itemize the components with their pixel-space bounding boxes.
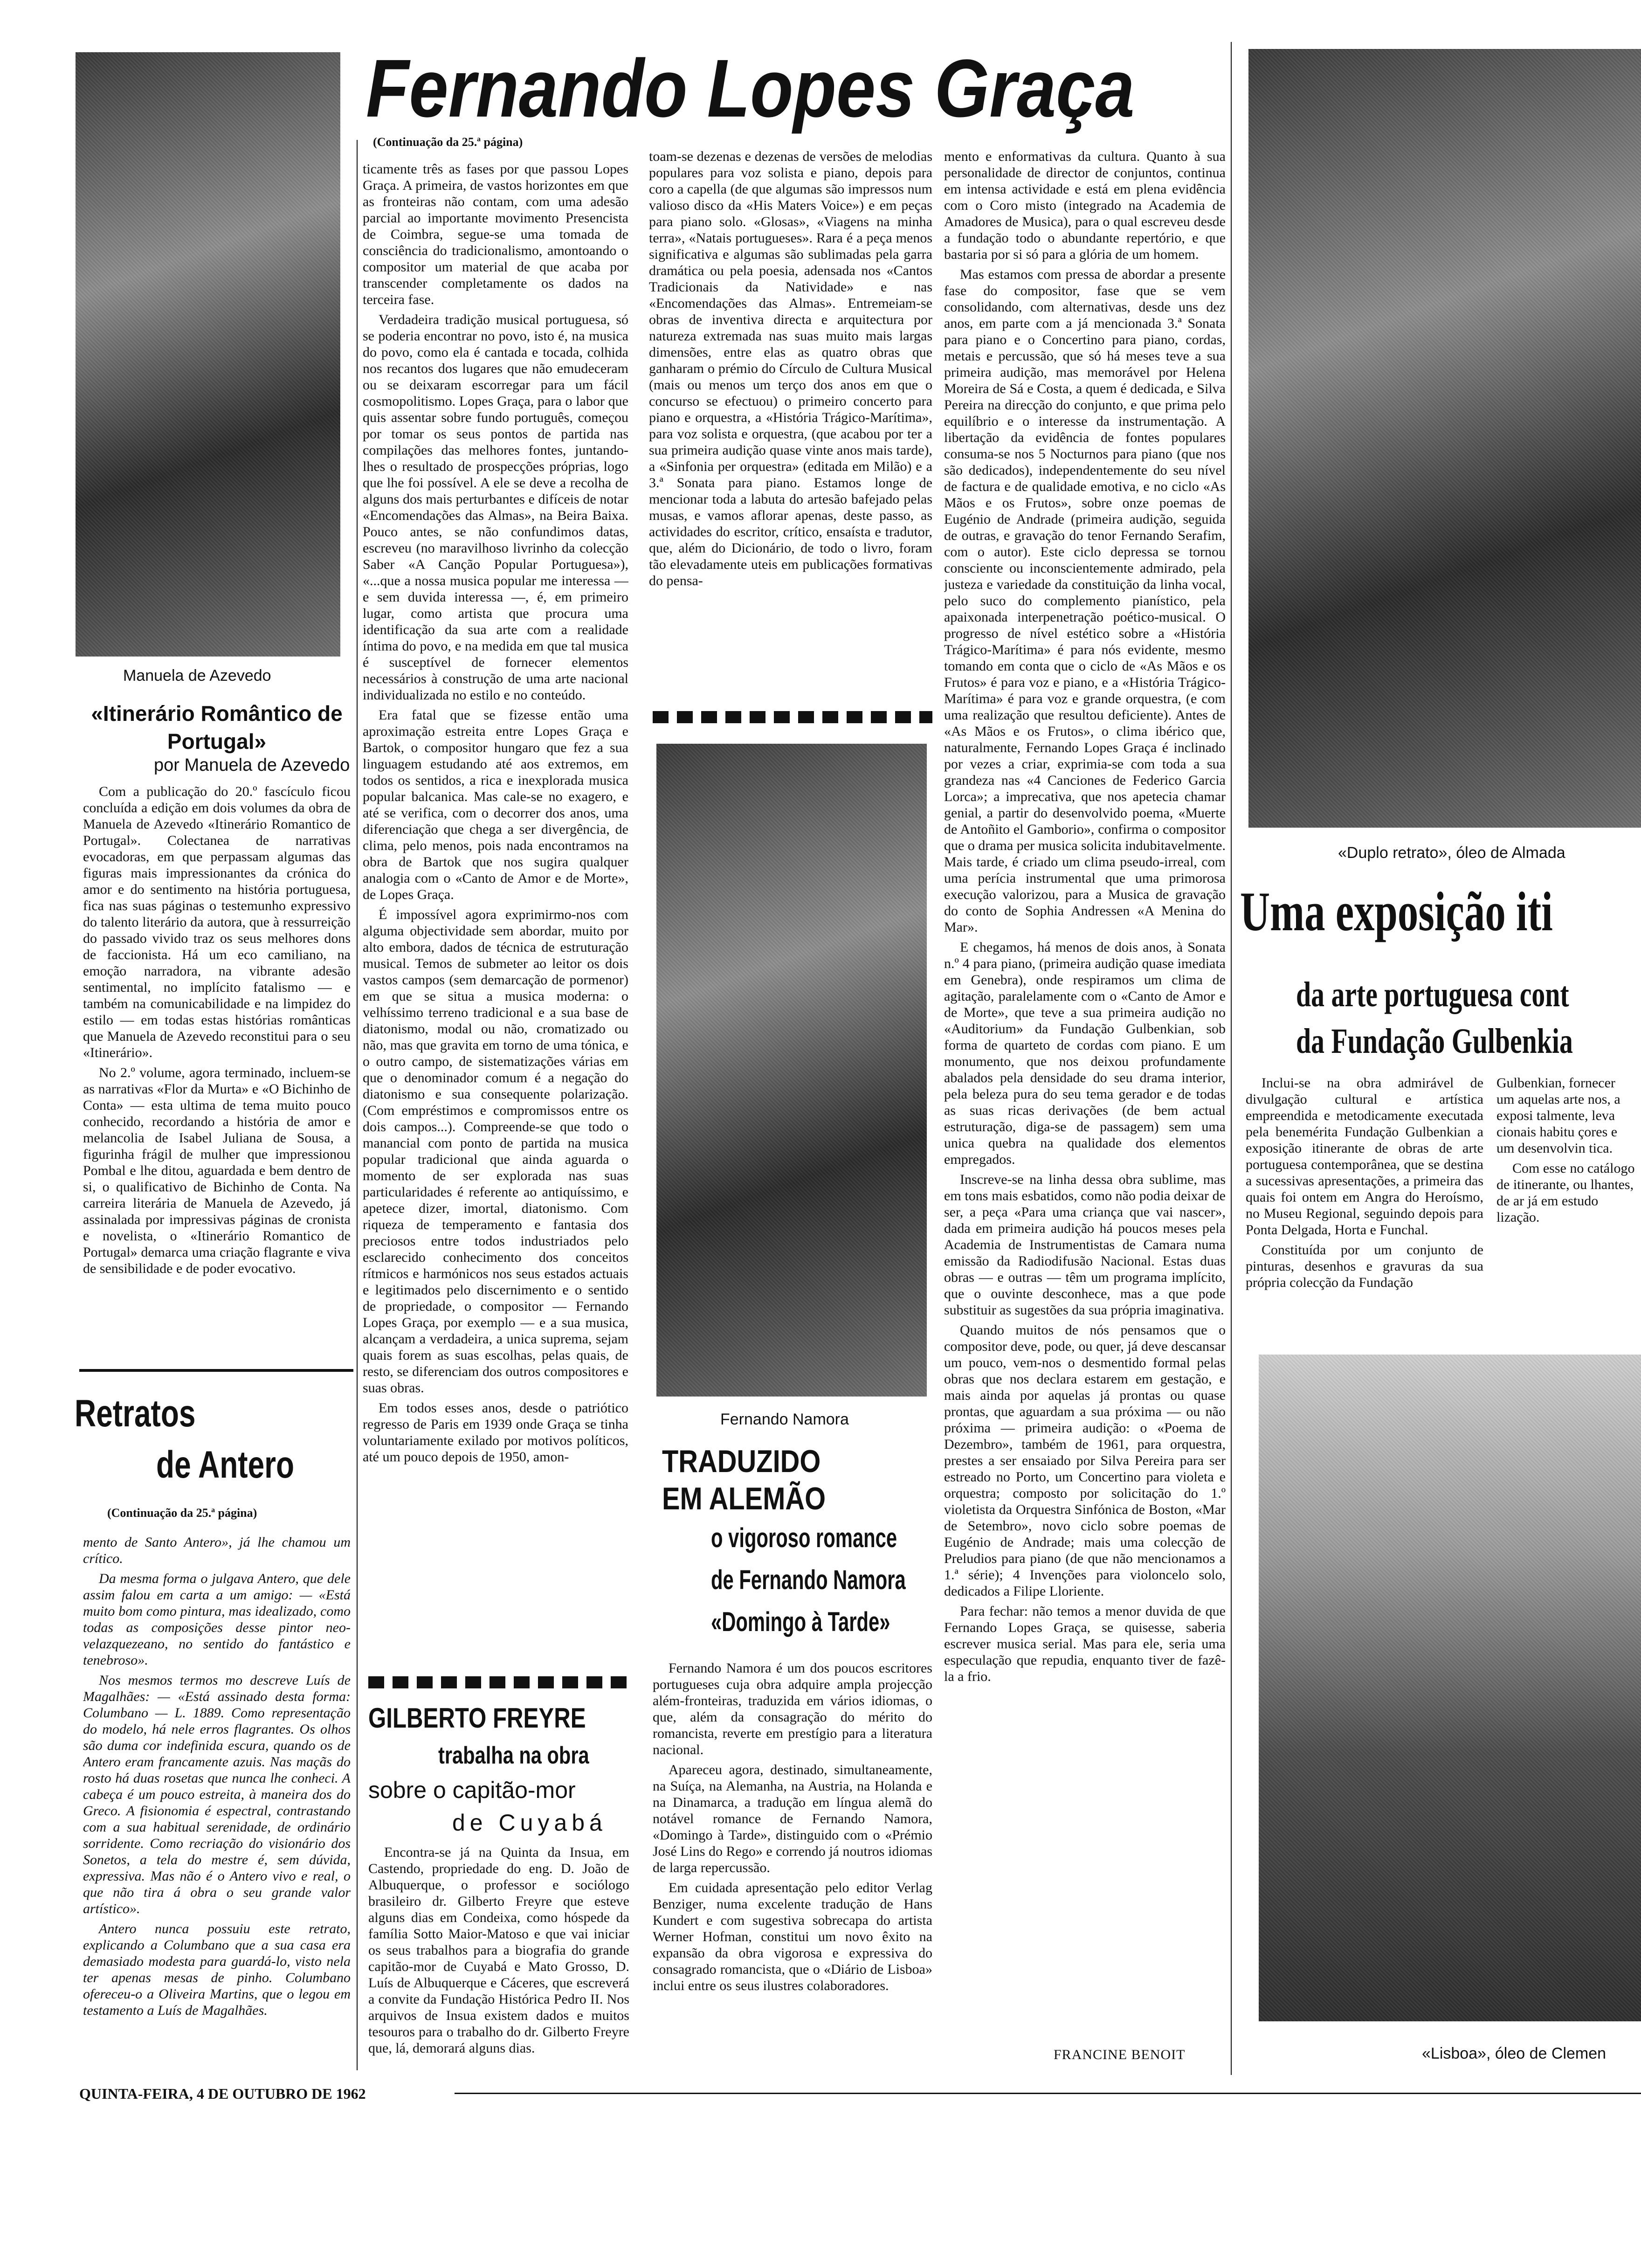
namora-photo-caption: Fernando Namora [720, 1411, 849, 1428]
itinerario-paragraph: Com a publicação do 20.º fascículo ficou concluída a edição em dois volumes da obra de Manuela de Azevedo «Itinerário Romantico de Portugal». Colectanea de narrativas evocadoras, em que perpassam algumas das figuras mais impressionantes da crónica do amor e do sentimento na história portuguesa, fica nas suas páginas o testemunho expressivo do talento literário da autora, que à ressurreição do passado vivido traz os seus melhores dons de faccionista. Há um eco camiliano, na emoção narradora, na vibrante adesão sentimental, no implícito fatalismo — e também na comunicabilidade e na limpidez do estilo — em todas estas histórias românticas que Manuela de Azevedo reconstitui para o seu «Itinerário». [83, 784, 351, 1060]
expo-paragraph: Constituída por um conjunto de pinturas, desenhos e gravuras da sua própria colecção da Fundação [1246, 1242, 1483, 1290]
main-paragraph: toam-se dezenas e dezenas de versões de melodias populares para voz solista e piano, depois para coro a capella (de que algumas são impressos num valioso disco da «His Maters Voice») e em peças para piano solo. «Glosas», «Viagens na minha terra», «Natais portugueses». Rara é a peça menos significativa e algumas são sublimadas pela garra dramática ou pela poesia, adensada nos «Cantos Tradicionais da Natividade» e nas «Encomendações das Almas». Entremeiam-se obras de inventiva directa e arquitectura por natureza extremada nas suas muito mais largas dimensões, entre elas as quatro obras que ganharam o prémio do Círculo de Cultura Musical (mais ou menos um terço dos anos em que o concurso se efectuou) o primeiro concerto para piano e orquestra, a «História Trágico-Marítima», para voz solista e orquestra, (que acabou por ter a sua primeira audição quase vinte anos mais tarde), a «Sinfonia per orquestra» (editada em Milão) e a 3.ª Sonata para piano. Estamos longe de mencionar toda a labuta do artesão bafejado pelas musas, e vamos aflorar apenas, deste passo, as actividades do escritor, crítico, ensaísta e tradutor, que, além do Dicionário, de todo o livro, foram tão elevadamente uteis em publicações formativas do pensa- [649, 149, 932, 588]
itinerario-byline: por Manuela de Azevedo [154, 755, 350, 775]
main-paragraph: Em todos esses anos, desde o patriótico regresso de Paris em 1939 onde Graça se tinha voluntariamente exilado por motivos políticos, até um pouco depois de 1950, amon- [363, 1400, 628, 1465]
main-continuation: (Continuação da 25.ª página) [373, 135, 523, 149]
freyre-subtitle-line2: sobre o capitão-mor [368, 1777, 576, 1803]
fernando-namora-photo [656, 744, 927, 1397]
antero-title-line1: Retratos [75, 1392, 196, 1435]
main-paragraph: Quando muitos de nós pensamos que o compositor deve, pode, ou quer, já deve descansar um pouco, vem-nos o desmentido formal pelas obras que nos declara estarem em gestação, e mais ainda por aquelas já prontas ou quase prontas, que aguardam a sua próxima — ou não próxima — primeira audição: o «Poema de Dezembro», também de 1961, para orquestra, prestes a ser ensaiado por Silva Pereira para ser estreado no Porto, um Concertino para violeta e orquestra; composto por solicitação do 1.º violetista da Orquestra Sinfónica de Boston, «Mar de Setembro», novo ciclo sobre poemas de Eugénio de Andrade; mais uma colecção de Preludios para piano (de que não mencionamos a 1.ª série); 4 Invenções para violoncelo solo, dedicados a Filipe Lloriente. [944, 1322, 1226, 1599]
namora-subtitle-line1: o vigoroso romance [711, 1523, 897, 1553]
column-rule [357, 140, 358, 2070]
freyre-subtitle-line3: de Cuyabá [452, 1810, 607, 1836]
main-col-2 [649, 148, 932, 698]
antero-paragraph: Da mesma forma o julgava Antero, que dele assim falou em carta a um amigo: — «Está muito bom como pintura, mas idealizado, como todas as composições desse pintor neo-velazquezeano, no sentido do fantástico e tenebroso». [83, 1571, 351, 1668]
antero-paragraph: Antero nunca possuiu este retrato, explicando a Columbano que a sua casa era demasiado modesta para guardá-lo, visto nela ter apenas mesas de pinho. Columbano ofereceu-o a Oliveira Martins, que o legou em testamento a Luís de Magalhães. [83, 1921, 351, 2018]
antero-body [83, 1534, 351, 2066]
namora-subtitle-line2: de Fernando Namora [711, 1565, 906, 1595]
main-paragraph: Mas estamos com pressa de abordar a presente fase do compositor, fase que se vem consolidando, com alternativas, desde uns dez anos, em parte com a já mencionada 3.ª Sonata para piano e o Concertino para piano, cordas, metais e percussão, que só há meses teve a sua primeira audição, mas memorável por Helena Moreira de Sá e Costa, a quem é dedicada, e Silva Pereira na direcção do conjunto, e que prima pelo equilíbrio e o interesse da instrumentação. A libertação da evidência de fontes populares consuma-se nos 5 Nocturnos para piano (que nos são dedicados), independentemente do seu nível de factura e de qualidade emotiva, e no ciclo «As Mãos e os Frutos», sobre onze poemas de Eugénio de Andrade (primeira audição, seguida de outras, e gravação do tenor Fernando Serafim, com o autor). Este ciclo depressa se tornou consciente ou inconscientemente admirado, pela justeza e variedade da constituição da linha vocal, pelo suco do complemento pianístico, pela apaixonada interpenetração poético-musical. O progresso de nível estético sobre a «História Trágico-Marítima» é para nós evidente, mesmo tomando em conta que o ciclo de «As Mãos e os Frutos» é para voz e piano, e a «História Trágico-Marítima» é para voz e grande orquestra, (e com uma realização que resultou deficiente). Antes de «As Mãos e os Frutos», o clima ibérico que, naturalmente, Fernando Lopes Graça é inclinado por vezes a criar, exprimia-se com toda a sua grandeza nas «4 Canciones de Federico Garcia Lorca»; a imprecativa, que nos apetecia chamar genial, a partir do desenvolvido poema, «Muerte de Antoñito el Gamborio», confirma o compositor que o drama per musica solicita indubitavelmente. Mais tarde, é criado um clima pseudo-irreal, com uma perícia instrumental que uma primorosa execução valorizou, para a Musica de gravação do conto de Sophia Andressen «A Menina do Mar». [944, 267, 1226, 935]
expo-body-left [1246, 1075, 1483, 1294]
left-section-rule [79, 1369, 353, 1372]
antero-continuation: (Continuação da 25.ª página) [107, 1506, 257, 1520]
expo-paragraph: Inclui-se na obra admirável de divulgação cultural e artística empreendida e metodicamente executada pela benemérita Fundação Gulbenkian a exposição itinerante de obras de arte portuguesa contemporânea, que se destina a sucessivas apresentações, a primeira das quais foi ontem em Angra do Heroísmo, no Museu Regional, seguindo depois para Ponta Delgada, Horta e Funchal. [1246, 1075, 1483, 1238]
duplo-retrato-caption: «Duplo retrato», óleo de Almada [1338, 844, 1565, 862]
manuela-azevedo-photo [76, 52, 340, 657]
namora-paragraph: Apareceu agora, destinado, simultaneamente, na Suíça, na Alemanha, na Austria, na Holanda e na Dinamarca, a tradução em língua alemã do notável romance de Fernando Namora, «Domingo à Tarde», distinguido com o «Prémio José Lins do Rego» e correndo já noutros idiomas de larga repercussão. [653, 1762, 932, 1875]
freyre-paragraph: Encontra-se já na Quinta da Insua, em Castendo, propriedade do eng. D. João de Albuquerque, o professor e sociólogo brasileiro dr. Gilberto Freyre que esteve alguns dias em Condeixa, como hóspede da família Sotto Maior-Matoso e que vai iniciar os seus trabalhos para a biografia do grande capitão-mor de Cuyabá e Mato Grosso, D. Luís de Albuquerque e Cáceres, que escreverá a convite da Fundação Histórica Pedro II. Nos arquivos de Insua existem dados e muitos tesouros para o trabalho do dr. Gilberto Freyre que, lá, demorará alguns dias. [368, 1845, 629, 2056]
freyre-title: GILBERTO FREYRE [368, 1702, 586, 1734]
main-paragraph: Verdadeira tradição musical portuguesa, só se poderia encontrar no povo, isto é, na musica do povo, como ela é cantada e tocada, colhida nos recantos dos lugares que não emudeceram ou se deixaram escorregar para um fácil cosmopolitismo. Lopes Graça, para o labor que quis assentar sobre fundo português, começou por tomar os seus pontos de partida nas compilações das melhores fontes, juntando-lhes o resultado de prospecções próprias, logo que lhe foi possível. A ele se deve a recolha de alguns dos mais perturbantes e difíceis de notar «Encomendações das Almas», na Beira Baixa. Pouco antes, se não confundimos datas, escreveu (no maravilhoso livrinho da colecção Saber «A Canção Popular Portuguesa»), «...que a nossa musica popular me interessa — e sem duvida interessa —, é, em primeiro lugar, como artista que procura uma identificação da sua arte com a realidade íntima do povo, e na medida em que tal musica é susceptível de fornecer elementos necessários à construção de uma arte nacional individualizada no estilo e no conteúdo. [363, 312, 628, 703]
antero-paragraph: Nos mesmos termos mo descreve Luís de Magalhães: — «Está assinado desta forma: Columbano — L. 1889. Como representação do modelo, há nele erros flagrantes. Os olhos são duma cor indefinida escura, quando os de Antero eram francamente azuis. Nas maçãs do rosto há duas rosetas que nunca lhe conheci. A cabeça é um pouco estreita, à maneira dos do Greco. A fisionomia é espectral, contrastando com a sua habitual serenidade, de ordinário sorridente. Como recriação do visionário dos Sonetos, a tela do mestre é, sem dúvida, expressiva. Mas não é o Antero vivo e real, o que não tira á obra o seu grande valor artístico». [83, 1673, 351, 1916]
lisboa-caption: «Lisboa», óleo de Clemen [1422, 2045, 1607, 2062]
expo-paragraph: Gulbenkian, fornecer um aquelas arte nos, a exposi talmente, leva cionais habitu çores e um desenvolvin tica. [1496, 1075, 1620, 1156]
itinerario-title: «Itinerário Romântico de Portugal» [91, 701, 343, 754]
footer-rule [455, 2093, 1641, 2094]
main-paragraph: Era fatal que se fizesse então uma aproximação estreita entre Lopes Graça e Bartok, o compositor hungaro que fez a sua linguagem estudando até aos extremos, em todos os sentidos, a rica e inexplorada musica popular balcanica. Mas cale-se no exagero, e até se verifica, com o decorrer dos anos, uma diferenciação que chega a ser divergência, de clima, pelo menos, pois nada encontramos na obra de Bartok que nos sugira qualquer analogia com o «Canto de Amor e de Morte», de Lopes Graça. [363, 707, 628, 902]
expo-paragraph: Com esse no catálogo de itinerante, ou lhantes, de ar já em estudo lização. [1496, 1161, 1635, 1225]
freyre-decorative-divider [368, 1676, 629, 1688]
expo-subtitle-line2: da Fundação Gulbenkia [1296, 1022, 1573, 1061]
freyre-body [368, 1844, 629, 2063]
main-paragraph: É impossível agora exprimirmo-nos com alguma objectividade sem abordar, muito por alto embora, dados de técnica de estruturação musical. Temos de submeter ao leitor os dois vastos campos (sem demarcação de pormenor) em que se situa a musica moderna: o velhíssimo terreno tradicional e a sua base de diatonismo, modal ou não, cromatizado ou não, mas que gravita em torno de uma tónica, e o outro campo, de sistematizações várias em que o denominador comum é a negação do diatonismo e sua consequente polarização. (Com empréstimos e compromissos entre os dois campos...). Compreende-se que todo o manancial com ponto de partida na musica popular tradicional que ainda aguarda o momento de ser explorada nas suas particularidades é referente ao antiquíssimo, e apetece dizer, imortal, diatonismo. Com riqueza de temperamento e fantasia dos preciosos entre todos industriados pelo esclarecido conhecimento dos conceitos rítmicos e harmónicos nos seus estados actuais e legitimados pelo discernimento e o sentido de propriedade, o compositor — Fernando Lopes Graça, por exemplo — e a sua musica, alcançam a verdadeira, a unica suprema, sejam quais forem as suas escolhas, pelas quais, de resto, se diferenciam dos outros compositores e suas obras. [363, 907, 628, 1396]
itinerario-body [83, 783, 351, 1362]
manuela-photo-caption: Manuela de Azevedo [123, 667, 271, 685]
main-paragraph: Inscreve-se na linha dessa obra sublime, mas em tons mais esbatidos, como não podia deixar de ser, a peça «Para uma criança que vai nascer», dada em primeira audição há poucos meses pela Academia de Instrumentistas de Camara numa emissão da Radiodifusão Nacional. Estas duas obras — e outras — têm um programa implícito, que o ouvinte desconhece, mas a que pode substituir as sugestões da sua própria imaginativa. [944, 1172, 1226, 1318]
namora-body [653, 1660, 932, 2070]
namora-title-line2: EM ALEMÃO [662, 1481, 826, 1516]
lisboa-painting-photo [1259, 1355, 1641, 2021]
expo-title: Uma exposição iti [1240, 880, 1553, 942]
antero-paragraph: mento de Santo Antero», já lhe chamou um crítico. [83, 1535, 351, 1566]
main-paragraph: E chegamos, há menos de dois anos, à Sonata n.º 4 para piano, (primeira audição quase imediata em Genebra), onde respiramos um clima de agitação, paralelamente com o «Canto de Amor e de Morte», que teve a sua primeira audição no «Auditorium» da Fundação Gulbenkian, sob forma de quarteto de cordas com piano. E um monumento, que nos deixou profundamente abalados pela densidade do seu drama interior, pela beleza pura do seu tema gerador e de todas as suas ricas derivações (de bem actual estruturação, diga-se de passagem) sem uma unica quebra na qualidade dos elementos empregados. [944, 940, 1226, 1167]
main-title: Fernando Lopes Graça [366, 43, 1135, 134]
namora-decorative-divider [653, 711, 932, 723]
antero-title-line2: de Antero [156, 1444, 295, 1486]
duplo-retrato-photo [1248, 49, 1641, 828]
column-rule [1231, 42, 1232, 2075]
main-author: FRANCINE BENOIT [1054, 2047, 1186, 2062]
namora-paragraph: Em cuidada apresentação pelo editor Verlag Benziger, numa excelente tradução de Hans Kundert e com sugestiva sobrecapa do artista Werner Hofman, constitui um novo êxito na expansão da obra vigorosa e expressiva do consagrado romancista, que o «Diário de Lisboa» inclui entre os seus ilustres colaboradores. [653, 1880, 932, 1993]
itinerario-paragraph: No 2.º volume, agora terminado, incluem-se as narrativas «Flor da Murta» e «O Bichinho de Conta» — esta ultima de tema muito pouco conhecido, recordando a história de amor e melancolia de Isabel Juliana de Sousa, a figurinha frágil de mulher que impressionou Pombal e lhe ditou, aguardada e bem dentro de si, o qualificativo de Bichinho de Conta. Na carreira literária de Manuela de Azevedo, já assinalada por impressivas páginas de cronista e novelista, o «Itinerário Romantico de Portugal» demarca uma criação flagrante e viva de sensibilidade e de poder evocativo. [83, 1065, 351, 1276]
namora-paragraph: Fernando Namora é um dos poucos escritores portugueses cuja obra adquire ampla projecção além-fronteiras, traduzida em vários idiomas, o que, além da consagração do mérito do romancista, reverte em prestígio para a literatura nacional. [653, 1660, 932, 1757]
freyre-subtitle-line1: trabalha na obra [438, 1742, 589, 1769]
main-paragraph: mento e enformativas da cultura. Quanto à sua personalidade de director de conjuntos, continua em intensa actividade e está em plena evidência com o Coro misto (integrado na Academia de Amadores de Musica), para o qual escreveu desde a fundação todo o abundante repertório, e que bastaria por si só para a glória de um homem. [944, 149, 1226, 262]
main-paragraph: Para fechar: não temos a menor duvida de que Fernando Lopes Graça, se quisesse, saberia escrever musica serial. Mas para ele, seria uma especulação que repudia, enquanto tiver de fazê-la a frio. [944, 1604, 1226, 1684]
expo-subtitle-line1: da arte portuguesa cont [1296, 975, 1569, 1014]
expo-body-right [1496, 1075, 1636, 1294]
main-col-3 [944, 148, 1226, 2041]
main-paragraph: ticamente três as fases por que passou Lopes Graça. A primeira, de vastos horizontes em que as fronteiras não contam, com uma adesão parcial ao importante movimento Presencista de Coimbra, segue-se uma tomada de consciência do tradicionalismo, amontoando o compositor um material de que acaba por transcender completamente os dados na terceira fase. [363, 161, 628, 307]
footer-date: QUINTA-FEIRA, 4 DE OUTUBRO DE 1962 [79, 2085, 366, 2102]
namora-title-line1: TRADUZIDO [662, 1444, 821, 1479]
namora-subtitle-line3: «Domingo à Tarde» [711, 1607, 890, 1637]
